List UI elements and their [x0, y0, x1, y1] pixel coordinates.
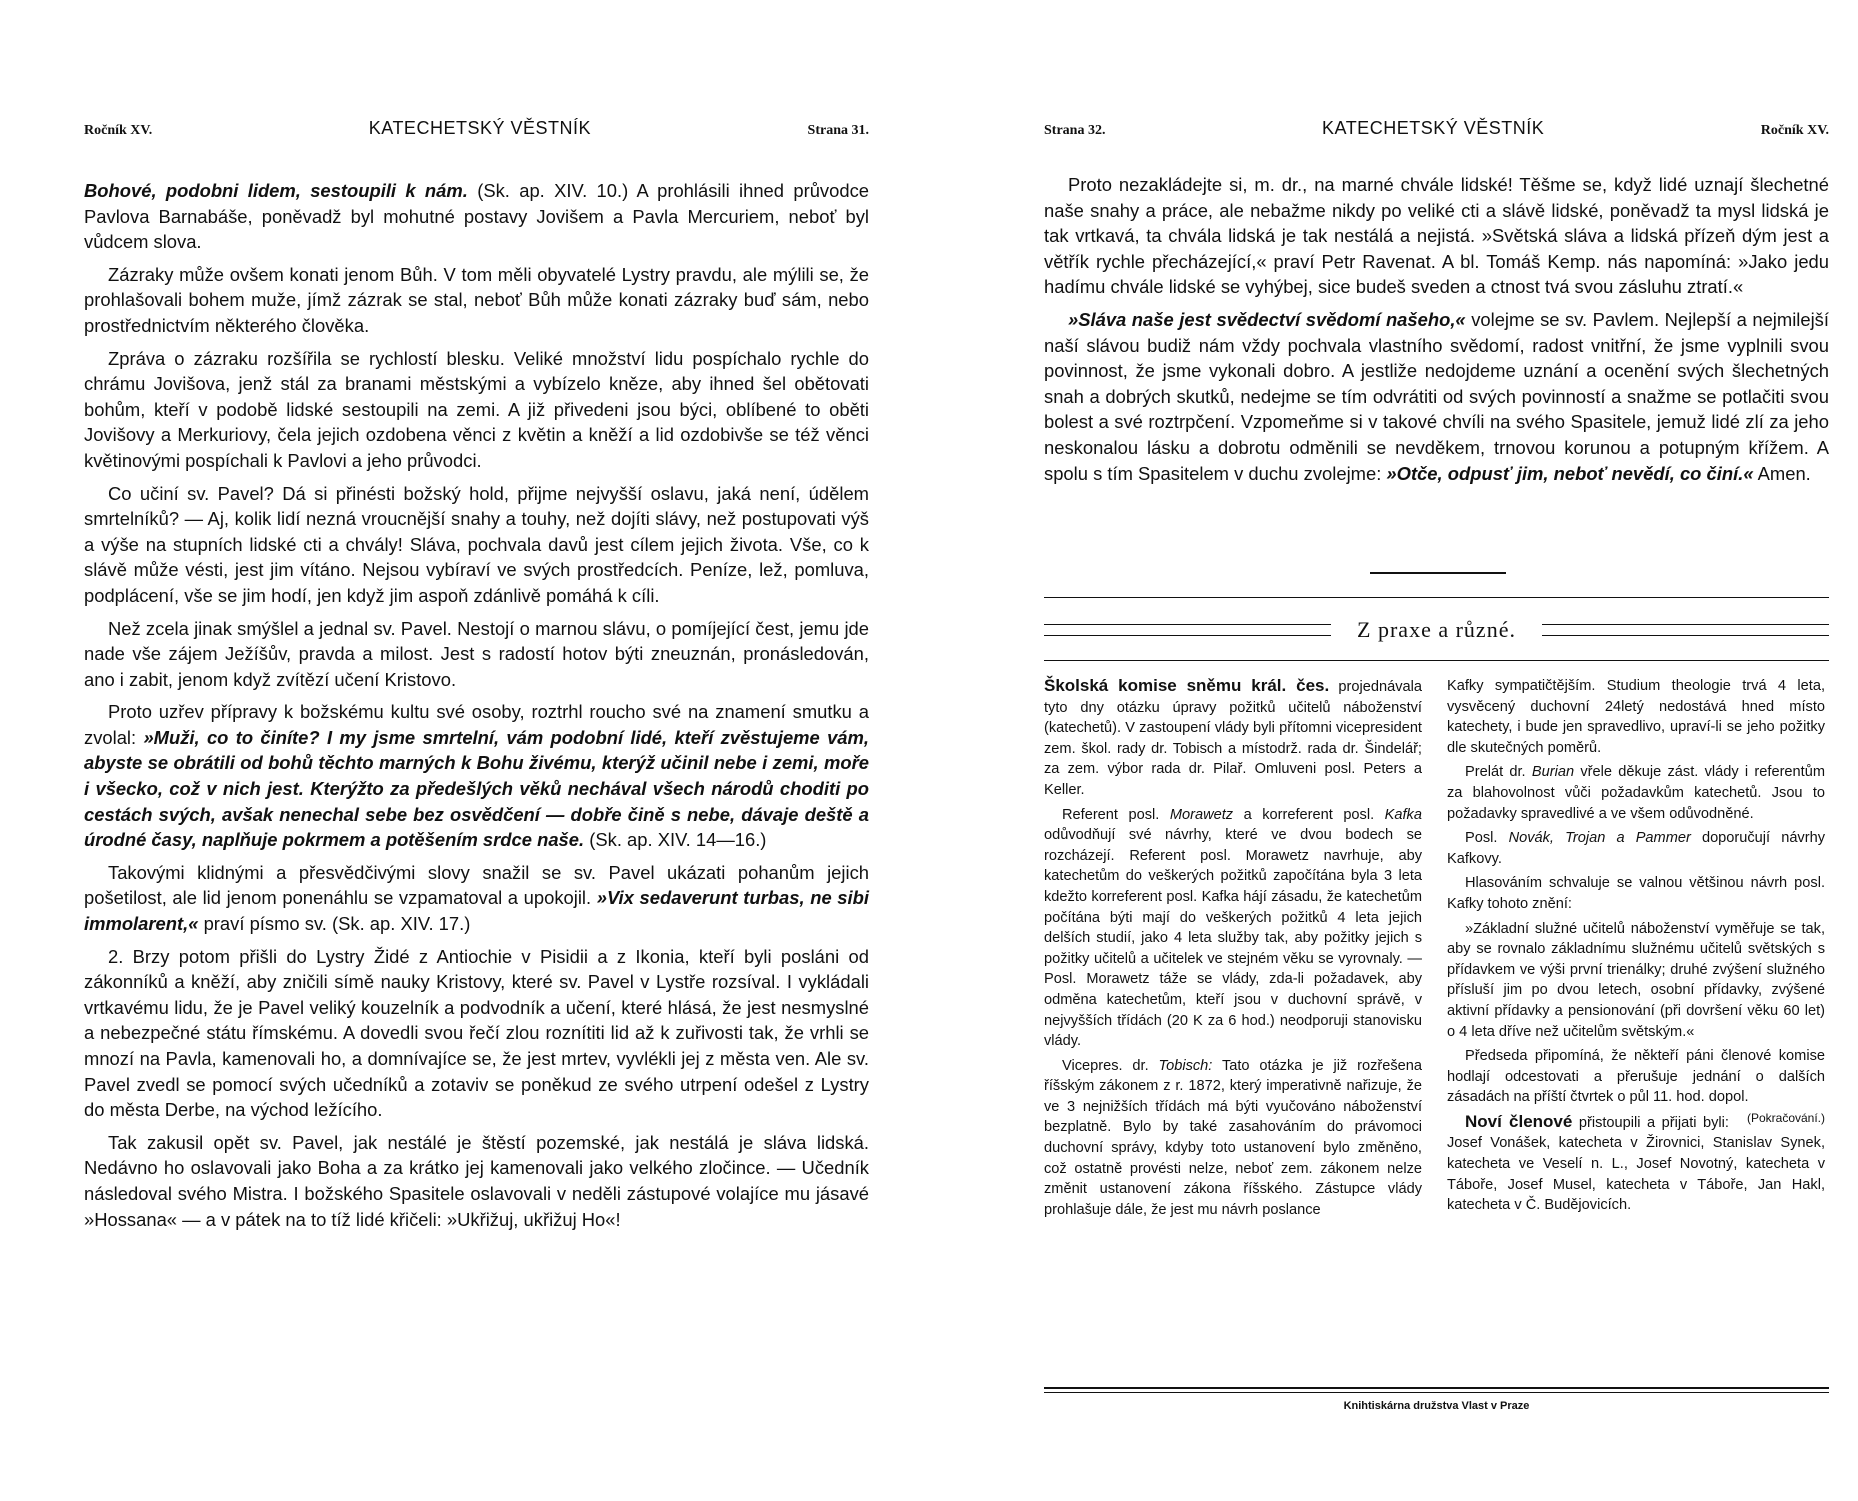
quote-italic: »Otče, odpusť jim, neboť nevědí, co činí.« — [1386, 462, 1754, 484]
paragraph-text: vřele děkuje zást. vlády i referentům za blahovolnost vůči požadavkům katechetů. Jsou to požadavky spravedlivé a ve všem odůvodněné. — [1447, 764, 1825, 822]
paragraph — [84, 860, 869, 937]
volume-label: Ročník XV. — [84, 123, 153, 138]
paragraph: Kafky sympatičtějším. Studium theologie trvá 4 leta, vysvěcený duchovní 24letý nedostává hned místo katechety, i bude jen spravedlivo, upraví-li se jeho požitky dle skutečných poměrů. — [1447, 678, 1825, 756]
page-number: Strana 32. — [1044, 123, 1106, 138]
paragraph-text: Tato otázka je již rozřešena říšským zákonem z r. 1872, který imperativně nařizuje, že ve 3 nejnižších třídách má býti vyučováno náboženství bezplatně. Bylo by také zasahováním do právomoci duchovní správy, kdyby toto ustanovení bylo změněno, což ostatně provésti nelze, neboť zem. zákonem nelze změnit ustanovení zákona říšského. Zástupce vlády prohlašuje dále, že jest mu návrh poslance — [1044, 1057, 1422, 1218]
paragraph: Tak zakusil opět sv. Pavel, jak nestálé je štěstí pozemské, jak nestálá je sláva lidská. Nedávno ho oslavovali jako Boha a za krátko jej kamenovali jako velkého zločince. — Učedník následoval svého Mistra. I božského Spasitele oslavovali v neděli zástupové volajíce mu jásavé »Hossana« — a v pátek na to tíž lidé křičeli: »Ukřižuj, ukřižuj Ho«! — [84, 1131, 869, 1230]
person-name: Tobisch: — [1158, 1057, 1213, 1074]
quote-italic: »Vix sedaverunt turbas, ne sibi immolarent,« — [84, 887, 869, 935]
paragraph-text: Prelát dr. — [1465, 764, 1532, 781]
paragraph-text: Předseda připomíná, že někteří páni členové komise hodlají odcestovati a přerušuje jednání o dalších zásadách na příští čtvrtek o půl 11. hod. dopol. — [1447, 1048, 1825, 1106]
citation: praví písmo sv. (Sk. ap. XIV. 17.) — [198, 913, 471, 935]
right-body-text — [1044, 172, 1829, 493]
paragraph — [1447, 762, 1825, 824]
paragraph-text: projednávala tyto dny otázku úpravy požitků učitelů náboženství (katechetů). V zastoupení vlády byli přítomni vicepresident zem. škol. rady dr. Tobisch a místodrž. rada dr. Šindelář; za zem. výbor rada dr. Pilař. Omluveni posl. Peters a Keller. — [1044, 679, 1422, 798]
section-heading — [1044, 608, 1829, 652]
footer-rule — [1044, 1392, 1829, 1393]
news-heading: Noví členové — [1465, 1111, 1573, 1131]
paragraph-text: Amen. — [1753, 462, 1811, 484]
continuation-note: (Pokračování.) — [1746, 1110, 1825, 1125]
paragraph-text: přistoupili a přijati byli: Josef Vonášek, katecheta v Žirovnici, Stanislav Synek, katecheta ve Veselí n. L., Josef Novotný, katecheta v Táboře, Josef Musel, katecheta v Táboře, Jan Hakl, katecheta v Č. Budějovicích. — [1447, 1114, 1825, 1214]
news-heading: Školská komise sněmu král. čes. — [1044, 676, 1330, 695]
paragraph-text: Vicepres. dr. — [1062, 1057, 1159, 1074]
paragraph: Než zcela jinak smýšlel a jednal sv. Pavel. Nestojí o marnou slávu, o pomíjející čest, jemu jde nade vše zájem Ježíšův, pravda a milost. Jest s radostí hotov býti zneuznán, pronásledován, ano i zabit, jenom když zvítězí učení Kristovo. — [84, 617, 869, 690]
printer-imprint: Knihtiskárna družstva Vlast v Praze — [1343, 1400, 1530, 1412]
person-name: Novák, Trojan a Pammer — [1508, 830, 1691, 847]
paragraph: Proto nezakládejte si, m. dr., na marné chvále lidské! Těšme se, když lidé uznají šlechetné naše snahy a práce, ale nebažme nikdy po veliké cti a slávě lidské, poněvadž ta mysl lidská je tak vrtkavá, ta chvála lidská je tak nestálá a nejistá. »Světská sláva a lidská přízeň dým jest a větřík rychle přecházející,« praví Petr Ravenat. A bl. Tomáš Kemp. nás napomíná: »Jako jedu hadímu chvále lidské se vyhýbej, sice budeš sveden a ctnost tvá svou zásluhu ztratí.« — [1044, 174, 1829, 298]
paragraph — [84, 178, 869, 255]
paragraph: Hlasováním schvaluje se valnou většinou návrh posl. Kafky tohoto znění: — [1447, 875, 1825, 912]
journal-title: KATECHETSKÝ VĚSTNÍK — [1322, 118, 1545, 138]
paragraph — [1447, 828, 1825, 869]
right-page-header — [115, 118, 900, 148]
quote-italic: »Sláva naše jest svědectví svědomí našeho,« — [1068, 308, 1466, 330]
paragraph-text: Referent posl. — [1062, 806, 1170, 823]
paragraph-text: a korreferent posl. — [1233, 806, 1385, 823]
quote-italic: Bohové, podobni lidem, sestoupili k nám. — [84, 180, 468, 201]
person-name: Morawetz — [1169, 806, 1234, 823]
paragraph-text: Takovými klidnými a přesvědčivými slovy snažil se sv. Pavel ukázati pohanům jejich pošetilost, ale lid jenom ponenáhlu se vzpamatoval a upokojil. — [84, 861, 869, 909]
quote-italic: »Muži, co to činíte? I my jsme smrtelní, vám podobní lidé, kteří zvěstujeme vám, abyste se obrátili od bohů těchto marných k Bohu živému, kterýž učinil nebe i zemi, moře i všecko, což v nich jest. Kterýžto za předešlých věků nechával všech národů choditi po cestách svých, avšak nenechal sebe bez osvědčení — dobře čině s nebe, dávaje deště a úrodné časy, naplňuje pokrmem a potěšením srdce naše. — [84, 726, 869, 851]
paragraph: 2. Brzy potom přišli do Lystry Židé z Antiochie v Pisidii a z Ikonia, kteří byli posláni od zákonníků a kněží, aby zničili símě nauky Kristovy, které sv. Pavel v Lystře rozsíval. I vykládali vrtkavému lidu, že je Pavel veliký kouzelník a podvodník a učení, které hlásá, že jest nesmyslné a nebezpečné státu římskému. A dovedli svou řečí zlou roznítiti lid až k zuřivosti tak, že vrhli se mnozí na Pavla, kamenovali ho, a domnívajíce se, že jest mrtev, vyvlékli jej z města ven. Ale sv. Pavel zvedl se pomocí svých učedníků a zotaviv se poněkud ze svého utrpení odešel z Lystry do města Derbe, na východ ležícího. — [84, 945, 869, 1121]
paragraph-text: Posl. — [1465, 830, 1509, 847]
paragraph — [1044, 307, 1829, 486]
paragraph — [1044, 1056, 1422, 1221]
section-title: Z praxe a různé. — [1357, 617, 1516, 642]
paragraph: »Základní služné učitelů náboženství vyměřuje se tak, aby se rovnalo základnímu služnému učitelů světských s přídavkem ve výši první trienálky; druhé zvýšení služného přísluší jim po dvou letech, osobní přídavky, zvýšené aktivní přídavky a pensionování (při dovršení věku 60 let) o 4 leta dříve než učitelům světským.« — [1447, 920, 1825, 1040]
paragraph — [1044, 676, 1422, 801]
news-column-a — [1044, 676, 1422, 1224]
paragraph — [1044, 805, 1422, 1052]
section-rule — [1044, 597, 1829, 598]
end-rule — [1370, 572, 1506, 574]
heading-rule-left — [1044, 624, 1331, 636]
paragraph-text: odůvodňují své návrhy, které ve dvou bodech se rozcházejí. Referent posl. Morawetz navrhuje, aby katechetům do veškerých požitků započítána byla 3 leta kdežto korreferent posl. Kafka hájí zásadu, že katechetům počítána býti mají do veškerých požitků 4 leta jejich delších studií, jako 4 leta služby tak, aby požitky jejich s požitky učitelů a učitelek ve stejném věku se vyrovnaly. — Posl. Morawetz táže se vlády, zda-li požadavek, aby odměna katechetům, kteří jsou v duchovní správě, v nejvyšších třídách (20 K za 6 hod.) neodporuji stanovisku vlády. — [1044, 827, 1422, 1050]
footer-rule — [1044, 1387, 1829, 1389]
news-column-b — [1447, 676, 1825, 1220]
volume-label: Ročník XV. — [1760, 123, 1829, 138]
left-body-text — [84, 178, 869, 1239]
paragraph-text: Proto uzřev přípravy k božskému kultu své osoby, roztrhl roucho své na znamení smutku a zvolal: — [84, 701, 869, 748]
person-name: Kafka — [1384, 806, 1422, 823]
person-name: Burian — [1531, 764, 1575, 781]
journal-title: KATECHETSKÝ VĚSTNÍK — [368, 118, 591, 138]
heading-rule-right — [1542, 624, 1829, 636]
paragraph-text: (Sk. ap. XIV. 10.) A prohlásili ihned průvodce Pavlova Barnabáše, poněvadž byl mohutné postavy Jovišem a Pavla Mercuriem, neboť byl vůdcem slova. — [84, 180, 869, 253]
paragraph: Co učiní sv. Pavel? Dá si přinésti božský hold, přijme nejvyšší oslavu, jaká není, údělem smrtelníků? — Aj, kolik lidí nezná vroucnější snahy a touhy, než dojíti slávy, než postupovati výš a výše na stupních lidské cti a chvály! Sláva, pochvala davů jest cílem jejich života. Vše, co k slávě může vésti, jest jim vítáno. Nejsou vybíraví ve svých prostředcích. Peníze, lež, pomluva, podplácení, vše se jim hodí, jen když jim aspoň zdánlivě pomáhá k cíli. — [84, 482, 869, 606]
paragraph-text: doporučují návrhy Kafkovy. — [1447, 830, 1826, 867]
page-number: Strana 31. — [807, 123, 869, 138]
paragraph: Zpráva o zázraku rozšířila se rychlostí blesku. Veliké množství lidu pospíchalo rychle do chrámu Jovišova, jenž stál za branami městskými a vybízelo kněze, aby ihned šel obětovati bohům, kteří v podobě lidské sestoupili na zemi. A již přivedeni jsou býci, oblíbené to oběti Jovišovy a Merkuriovy, čela jejich ozdobena věnci z květin a kněží a lid ozdobivše se též věnci květinovými pospíchali k Pavlovi a jeho průvodci. — [84, 347, 869, 471]
paragraph — [84, 699, 869, 853]
right-page-header — [1044, 118, 1829, 148]
paragraph-text: volejme se sv. Pavlem. Nejlepší a nejmilejší naší slávou budiž nám vždy pochvala vlastního svědomí, radost vnitřní, že jsme vyplnili svou povinnost, že jsme vykonali dobro. A jestliže nedojdeme uznání a ocenění svých šlechetných snah a dobrých skutků, nedejme se tím odvrátiti od svých povinností a snažme se potlačiti svou bolest a své roztrpčení. Vzpomeňme si v takové chvíli na svého Spasitele, jemuž lidé zlí za jeho neskonalou lásku a dobrotu odměnili se nevděkem, trnovou korunou a potupným křížem. A spolu s tím Spasitelem v duchu zvolejme: — [1044, 308, 1829, 484]
paragraph: Zázraky může ovšem konati jenom Bůh. V tom měli obyvatelé Lystry pravdu, ale mýlili se, že prohlašovali bohem muže, jímž zázrak se stal, neboť Bůh může konati zázraky buď sám, nebo prostřednictvím některého člověka. — [84, 263, 869, 336]
citation: (Sk. ap. XIV. 14—16.) — [584, 829, 767, 851]
section-rule — [1044, 660, 1829, 661]
